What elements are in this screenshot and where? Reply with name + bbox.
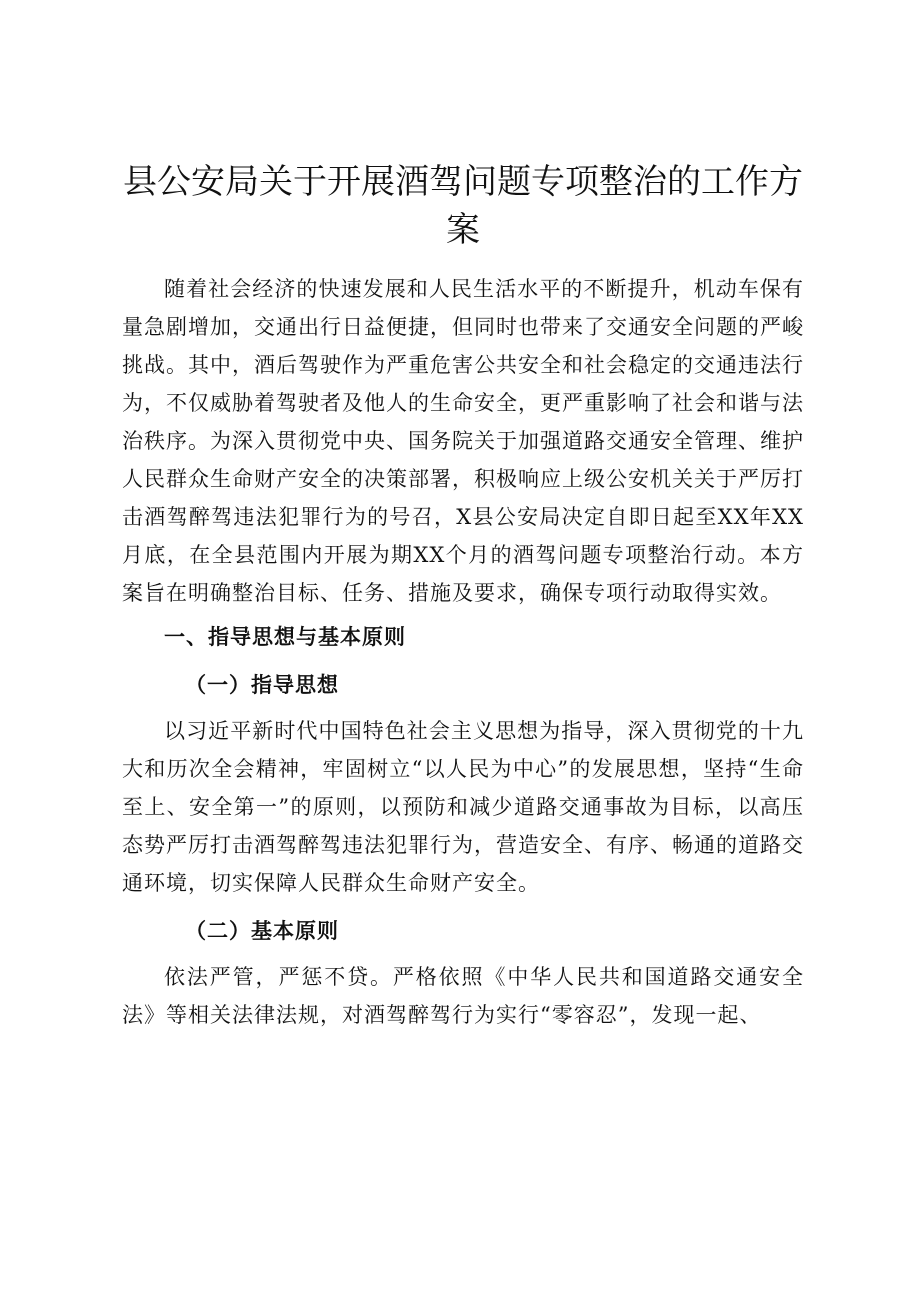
section-heading-guiding-principles: 一、指导思想与基本原则 xyxy=(164,625,406,649)
basic-principles-paragraph: 依法严管，严惩不贷。严格依照《中华人民共和国道路交通安全法》等相关法律法规，对酒驾醉驾行为实行“零容忍”，发现一起、 xyxy=(122,965,804,1027)
subsection-heading-guiding-thought: （一）指导思想 xyxy=(185,673,339,697)
subsection-heading-basic-principles: （二）基本原则 xyxy=(185,919,339,943)
guiding-thought-paragraph: 以习近平新时代中国特色社会主义思想为指导，深入贯彻党的十九大和历次全会精神，牢固树立“以人民为中心”的发展思想，坚持“生命至上、安全第一”的原则，以预防和减少道路交通事故为目标，以高压态势严厉打击酒驾醉驾违法犯罪行为，营造安全、有序、畅通的道路交通环境，切实保障人民群众生命财产安全。 xyxy=(122,719,804,895)
document-body xyxy=(122,270,804,1034)
document-title: 县公安局关于开展酒驾问题专项整治的工作方案 xyxy=(123,162,803,250)
intro-paragraph: 随着社会经济的快速发展和人民生活水平的不断提升，机动车保有量急剧增加，交通出行日益便捷，但同时也带来了交通安全问题的严峻挑战。其中，酒后驾驶作为严重危害公共安全和社会稳定的交通违法行为，不仅威胁着驾驶者及他人的生命安全，更严重影响了社会和谐与法治秩序。为深入贯彻党中央、国务院关于加强道路交通安全管理、维护人民群众生命财产安全的决策部署，积极响应上级公安机关关于严厉打击酒驾醉驾违法犯罪行为的号召，X县公安局决定自即日起至XX年XX月底，在全县范围内开展为期XX个月的酒驾问题专项整治行动。本方案旨在明确整治目标、任务、措施及要求，确保专项行动取得实效。 xyxy=(122,277,804,605)
